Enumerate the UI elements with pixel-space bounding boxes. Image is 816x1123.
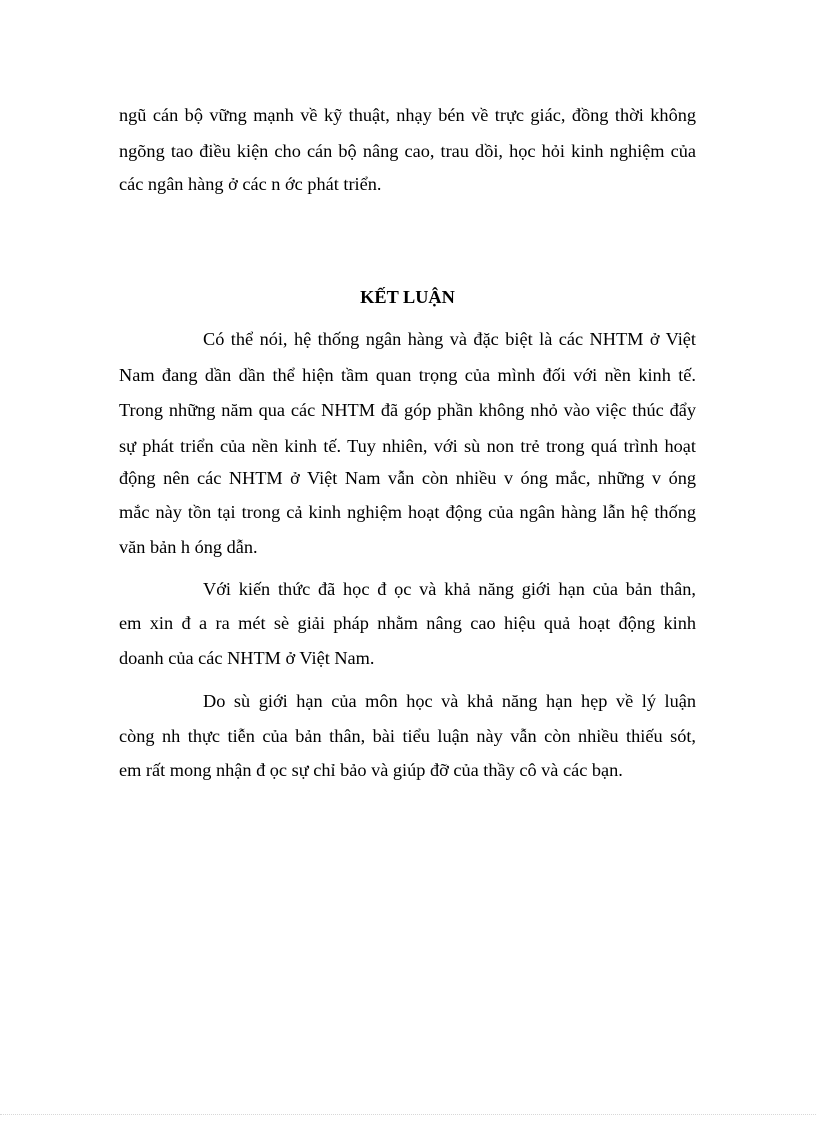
paragraph3-line-1: Do sù giới hạn của môn học và khả năng hạn hẹp về lý luận (203, 691, 696, 711)
paragraph2-line-1: Với kiến thức đã học đ ọc và khả năng giới hạn của bản thân, (203, 579, 696, 599)
paragraph1-line-1: Có thể nói, hệ thống ngân hàng và đặc biệt là các NHTM ở Việt (203, 329, 696, 349)
paragraph2-line-2: em xin đ a ra mét sè giải pháp nhằm nâng cao hiệu quả hoạt động kinh (119, 613, 696, 633)
intro-line-2: ngõng tao điều kiện cho cán bộ nâng cao, trau dồi, học hỏi kinh nghiệm của (119, 141, 696, 161)
paragraph1-line-4: sự phát triển của nền kinh tế. Tuy nhiên, với sù non trẻ trong quá trình hoạt (119, 436, 696, 456)
paragraph1-line-6: mắc này tồn tại trong cả kinh nghiệm hoạt động của ngân hàng lẫn hệ thống (119, 502, 696, 522)
paragraph2-line-3: doanh của các NHTM ở Việt Nam. (119, 648, 375, 668)
page-bottom-rule (0, 1114, 816, 1115)
section-heading: KẾT LUẬN (360, 287, 455, 307)
paragraph1-line-3: Trong những năm qua các NHTM đã góp phần không nhỏ vào việc thúc đẩy (119, 400, 696, 420)
intro-line-3: các ngân hàng ở các n ớc phát triển. (119, 174, 382, 194)
paragraph3-line-3: em rất mong nhận đ ọc sự chỉ bảo và giúp đỡ của thầy cô và các bạn. (119, 760, 623, 780)
paragraph1-line-7: văn bản h óng dẫn. (119, 537, 258, 557)
paragraph1-line-2: Nam đang dần dần thể hiện tầm quan trọng của mình đối với nền kinh tế. (119, 365, 696, 385)
paragraph1-line-5: động nên các NHTM ở Việt Nam vẫn còn nhiều v óng mắc, những v óng (119, 468, 696, 488)
paragraph3-line-2: còng nh thực tiễn của bản thân, bài tiểu luận này vẫn còn nhiều thiếu sót, (119, 726, 696, 746)
intro-line-1: ngũ cán bộ vững mạnh về kỹ thuật, nhạy bén về trực giác, đồng thời không (119, 105, 696, 125)
